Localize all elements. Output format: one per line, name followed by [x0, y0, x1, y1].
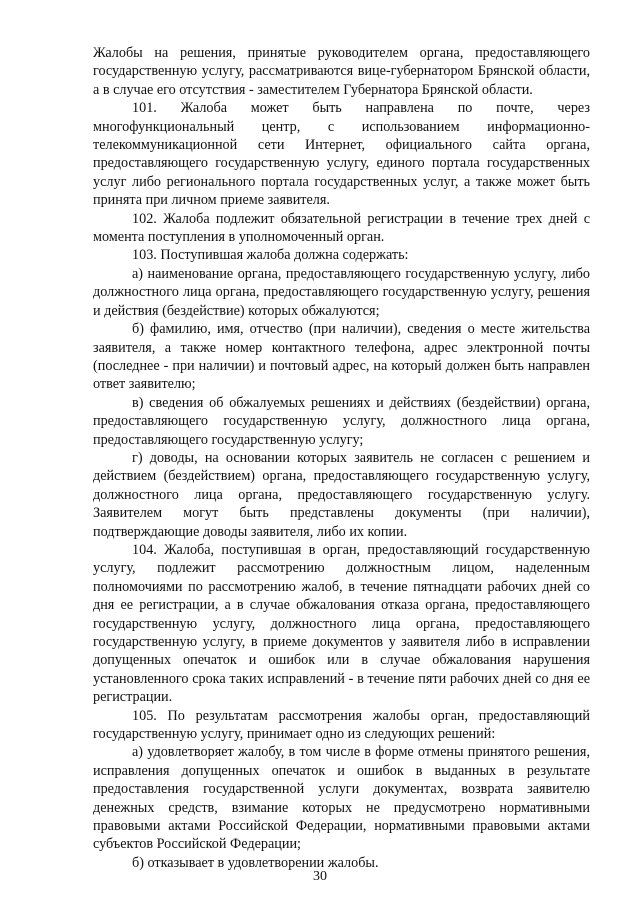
paragraph-103-b: б) фамилию, имя, отчество (при наличии), сведения о месте жительства заявителя, а также номер контактного телефона, адрес электронной почты (последнее - при наличии) и почтовый адрес, на который должен быть направлен ответ заявителю;	[93, 321, 590, 393]
document-body	[93, 44, 590, 872]
paragraph-105-b: б) отказывает в удовлетворении жалобы.	[132, 854, 379, 871]
paragraph-103: 103. Поступившая жалоба должна содержать:	[132, 247, 409, 264]
paragraph-104: 104. Жалоба, поступившая в орган, предоставляющий государственную услугу, подлежит рассмотрению должностным лицом, наделенным полномочиями по рассмотрению жалоб, в течение пятнадцати рабочих дней со дня ее регистрации, а в случае обжалования отказа органа, предоставляющего государственную услугу, должностного лица органа, предоставляющего государственную услугу, в приеме документов у заявителя либо в исправлении допущенных опечаток и ошибок или в случае обжалования нарушения установленного срока таких исправлений - в течение пяти рабочих дней со дня ее регистрации.	[93, 541, 590, 706]
paragraph-102: 102. Жалоба подлежит обязательной регистрации в течение трех дней с момента поступления в уполномоченный орган.	[93, 210, 590, 246]
paragraph-103-a: а) наименование органа, предоставляющего государственную услугу, либо должностного лица органа, предоставляющего государственную услугу, решения и действия (бездействие) которых обжалуются;	[93, 265, 590, 319]
paragraph-105: 105. По результатам рассмотрения жалобы орган, предоставляющий государственную услугу, принимает одно из следующих решений:	[93, 707, 590, 743]
paragraph-complaint-review: Жалобы на решения, принятые руководителем органа, предоставляющего государственную услугу, рассматриваются вице-губернатором Брянской области, а в случае его отсутствия - заместителем Губернатора Брянской области.	[93, 45, 590, 98]
paragraph-103-v: в) сведения об обжалуемых решениях и действиях (бездействии) органа, предоставляющего государственную услугу, должностного лица органа, предоставляющего государственную услугу;	[93, 394, 590, 448]
paragraph-101: 101. Жалоба может быть направлена по почте, через многофункциональный центр, с использованием информационно-телекоммуникационной сети Интернет, официального сайта органа, предоставляющего государственную услугу, единого портала государственных услуг либо регионального портала государственных услуг, а также может быть принята при личном приеме заявителя.	[93, 100, 590, 209]
paragraph-105-a: а) удовлетворяет жалобу, в том числе в форме отмены принятого решения, исправления допущенных опечаток и ошибок в выданных в результате предоставления государственной услуги документах, возврата заявителю денежных средств, взимание которых не предусмотрено нормативными правовыми актами Российской Федерации, нормативными правовыми актами субъектов Российской Федерации;	[93, 744, 590, 853]
paragraph-103-g: г) доводы, на основании которых заявитель не согласен с решением и действием (бездействием) органа, предоставляющего государственную услугу, должностного лица органа, предоставляющего государственную услугу. Заявителем могут быть представлены документы (при наличии), подтверждающие доводы заявителя, либо их копии.	[93, 449, 590, 540]
page-number: 30	[313, 869, 327, 884]
